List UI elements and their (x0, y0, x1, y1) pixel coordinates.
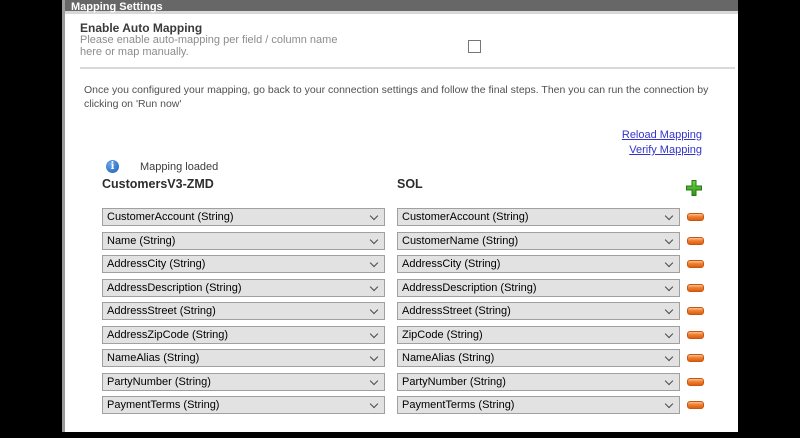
source-field-value: PartyNumber (String) (107, 375, 211, 388)
chevron-down-icon (665, 259, 673, 267)
mapping-actions (622, 129, 702, 156)
source-field-value: NameAlias (String) (107, 352, 200, 364)
status-text: Mapping loaded (140, 160, 219, 173)
target-field-select[interactable] (397, 349, 680, 367)
auto-mapping-description-line2: here or map manually. (80, 46, 189, 58)
target-field-select[interactable] (397, 373, 680, 391)
chevron-down-icon (665, 376, 673, 384)
remove-mapping-button[interactable] (687, 331, 704, 339)
panel-title-bar (65, 0, 738, 14)
target-field-value: ZipCode (String) (402, 328, 483, 341)
add-mapping-button[interactable] (685, 179, 703, 197)
instructions-text: Once you configured your mapping, go back to your connection settings and follow the final steps. Then you can run the connection by clicking on 'Run now' (84, 84, 709, 110)
mapping-status (106, 160, 218, 173)
source-field-value: Name (String) (107, 234, 176, 247)
mapping-row (102, 349, 704, 367)
chevron-down-icon (370, 235, 378, 243)
remove-mapping-button[interactable] (687, 354, 704, 362)
reload-mapping-link[interactable]: Reload Mapping (621, 129, 702, 141)
chevron-down-icon (665, 282, 673, 290)
source-field-value: CustomerAccount (String) (107, 211, 234, 223)
remove-mapping-button[interactable] (687, 237, 704, 245)
mapping-row (102, 396, 704, 414)
target-field-value: PartyNumber (String) (402, 375, 506, 388)
chevron-down-icon (370, 306, 378, 314)
remove-mapping-button[interactable] (687, 260, 704, 268)
chevron-down-icon (665, 329, 673, 337)
mapping-row (102, 279, 704, 297)
source-column-header: CustomersV3-ZMD (102, 177, 214, 191)
source-field-value: AddressZipCode (String) (107, 328, 229, 341)
remove-mapping-button[interactable] (687, 284, 704, 292)
target-field-select[interactable] (397, 208, 680, 226)
source-field-select[interactable] (102, 373, 385, 391)
source-field-select[interactable] (102, 255, 385, 273)
remove-mapping-button[interactable] (687, 307, 704, 315)
source-field-select[interactable] (102, 326, 385, 344)
target-field-value: PaymentTerms (String) (402, 399, 515, 411)
remove-mapping-button[interactable] (687, 378, 704, 386)
auto-mapping-checkbox[interactable] (468, 40, 481, 53)
source-field-select[interactable] (102, 302, 385, 320)
target-field-value: AddressDescription (String) (402, 281, 537, 294)
target-field-select[interactable] (397, 232, 680, 250)
mapping-row (102, 208, 704, 226)
target-field-value: NameAlias (String) (402, 352, 495, 364)
target-field-value: AddressStreet (String) (402, 305, 511, 317)
target-field-value: CustomerName (String) (402, 234, 519, 247)
source-field-value: AddressStreet (String) (107, 305, 216, 317)
target-field-select[interactable] (397, 396, 680, 414)
mapping-rows (102, 208, 704, 414)
mapping-row (102, 232, 704, 250)
remove-mapping-button[interactable] (687, 401, 704, 409)
panel-title: Mapping Settings (71, 1, 163, 13)
plus-icon (685, 179, 703, 197)
bottom-black-margin (0, 432, 800, 438)
mapping-settings-panel (62, 0, 738, 432)
chevron-down-icon (370, 353, 378, 361)
mapping-row (102, 373, 704, 391)
section-divider (80, 67, 735, 69)
source-field-value: PaymentTerms (String) (107, 399, 220, 411)
mapping-row (102, 255, 704, 273)
chevron-down-icon (665, 400, 673, 408)
mapping-row (102, 302, 704, 320)
target-field-value: AddressCity (String) (402, 258, 501, 270)
auto-mapping-heading: Enable Auto Mapping (80, 21, 203, 35)
chevron-down-icon (370, 400, 378, 408)
remove-mapping-button[interactable] (687, 213, 704, 221)
chevron-down-icon (370, 212, 378, 220)
chevron-down-icon (665, 306, 673, 314)
chevron-down-icon (370, 376, 378, 384)
right-black-margin (738, 0, 800, 438)
target-column-header: SOL (397, 177, 423, 191)
source-field-select[interactable] (102, 349, 385, 367)
source-field-value: AddressCity (String) (107, 258, 206, 270)
mapping-row (102, 326, 704, 344)
target-field-value: CustomerAccount (String) (402, 211, 529, 223)
chevron-down-icon (665, 353, 673, 361)
chevron-down-icon (370, 329, 378, 337)
target-field-select[interactable] (397, 302, 680, 320)
source-field-select[interactable] (102, 279, 385, 297)
target-field-select[interactable] (397, 326, 680, 344)
verify-mapping-link[interactable]: Verify Mapping (629, 144, 702, 156)
target-field-select[interactable] (397, 255, 680, 273)
chevron-down-icon (370, 259, 378, 267)
source-field-select[interactable] (102, 396, 385, 414)
auto-mapping-description-line1: Please enable auto-mapping per field / column name (80, 34, 338, 46)
source-field-select[interactable] (102, 208, 385, 226)
chevron-down-icon (370, 282, 378, 290)
source-field-value: AddressDescription (String) (107, 281, 242, 294)
info-icon: i (106, 160, 119, 173)
chevron-down-icon (665, 235, 673, 243)
target-field-select[interactable] (397, 279, 680, 297)
chevron-down-icon (665, 212, 673, 220)
source-field-select[interactable] (102, 232, 385, 250)
